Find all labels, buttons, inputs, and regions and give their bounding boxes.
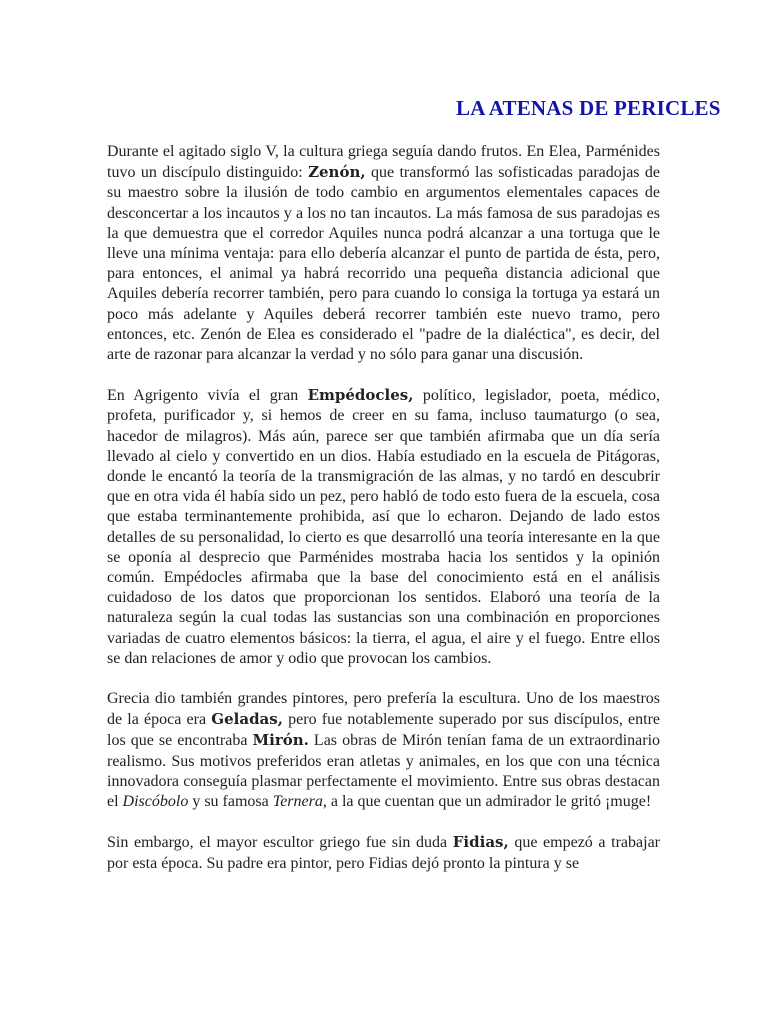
- text-run: Las obras de Mirón tenían fama de un extraordinario realismo. Sus motivos preferidos eran atletas y animales, en los que con una técnica innovadora conseguía plasmar perfectamente el movimiento. Entre sus obras destacan el: [107, 732, 661, 811]
- text-run: En Agrigento vivía el gran: [107, 387, 308, 405]
- text-run: Sin embargo, el mayor escultor griego fue sin duda: [107, 834, 453, 852]
- document-body: [107, 142, 660, 894]
- text-run: y su famosa: [188, 793, 273, 811]
- paragraph-escultura: [107, 689, 660, 812]
- bold-name-fidias: Fidias,: [452, 833, 509, 852]
- text-run: que transformó las sofisticadas paradojas de su maestro sobre la ilusión de todo cambio en argumentos elementales capaces de desconcertar a los incautos y a los no tan incautos. La más famosa de sus paradojas es la que demuestra que el corredor Aquiles nunca podrá alcanzar a una tortuga que le lleve una mínima ventaja: para ello debería alcanzar el punto de partida de ésta, pero, para entonces, el animal ya habrá recorrido una pequeña distancia adicional que Aquiles debería recorrer también, pero para cuando lo consiga la tortuga ya estará un poco más adelante y Aquiles deberá recorrer también este nuevo tramo, pero entonces, etc. Zenón de Elea es considerado el "padre de la dialéctica", es decir, del arte de razonar para alcanzar la verdad y no sólo para ganar una discusión.: [107, 164, 660, 364]
- paragraph-fidias: [107, 832, 660, 873]
- text-run: Durante el agitado siglo V, la cultura griega seguía dando frutos. En Elea, Parménides tuvo un discípulo distinguido:: [107, 143, 660, 182]
- paragraph-zenon: [107, 142, 660, 365]
- italic-work-ternera: Ternera,: [272, 793, 327, 811]
- paragraph-empedocles: [107, 385, 660, 669]
- bold-name-geladas: Geladas,: [211, 710, 283, 729]
- bold-name-miron: Mirón.: [252, 731, 309, 750]
- text-run: que empezó a trabajar por esta época. Su padre era pintor, pero Fidias dejó pronto la pintura y se: [107, 834, 660, 872]
- text-run: Grecia dio también grandes pintores, pero prefería la escultura. Uno de los maestros de la época era: [107, 690, 660, 729]
- text-run: pero fue notablemente superado por sus discípulos, entre los que se encontraba: [107, 711, 661, 750]
- text-run: a la que cuentan que un admirador le gritó ¡muge!: [326, 793, 652, 811]
- page-title: LA ATENAS DE PERICLES: [456, 96, 721, 120]
- bold-name-empedocles: Empédocles,: [307, 386, 414, 405]
- text-run: político, legislador, poeta, médico, profeta, purificador y, si hemos de creer en su fama, incluso taumaturgo (o sea, hacedor de milagros). Más aún, parece ser que también afirmaba que un día sería llevado al cielo y convertido en un dios. Había estudiado en la escuela de Pitágoras, donde le encantó la teoría de la transmigración de las almas, y no tardó en descubrir que en otra vida él había sido un pez, pero habló de todo esto fuera de la escuela, cosa que estaba terminantemente prohibida, así que lo echaron. Dejando de lado estos detalles de su personalidad, lo cierto es que desarrolló una teoría interesante en la que se oponía al desprecio que Parménides mostraba hacia los sentidos y la opinión común. Empédocles afirmaba que la base del conocimiento está en el análisis cuidadoso de los datos que proporcionan los sentidos. Elaboró una teoría de la naturaleza según la cual todas las sustancias son una combinación en proporciones variadas de cuatro elementos básicos: la tierra, el agua, el aire y el fuego. Entre ellos se dan relaciones de amor y odio que provocan los cambios.: [107, 387, 661, 667]
- italic-work-discobolo: Discóbolo: [122, 793, 189, 811]
- bold-name-zenon: Zenón,: [308, 163, 366, 182]
